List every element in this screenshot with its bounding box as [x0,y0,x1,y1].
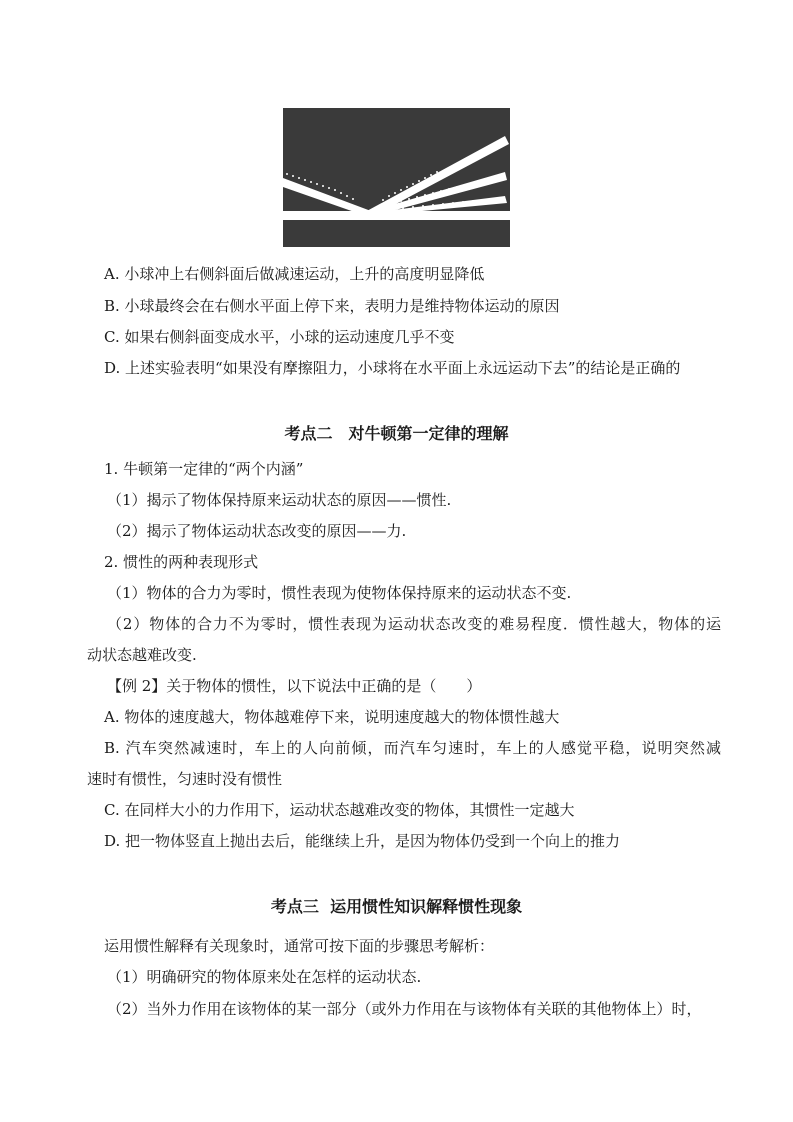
example2-option-b-line2: 速时有惯性，匀速时没有惯性 [87,770,283,788]
section2-item1: 1. 牛顿第一定律的“两个内涵” [104,460,304,478]
section3-intro: 运用惯性解释有关现象时，通常可按下面的步骤思考解析： [104,937,495,955]
section2-item1-b: （2）揭示了物体运动状态改变的原因——力. [107,522,407,540]
inclined-plane-figure [283,108,510,247]
example2-stem: 【例 2】关于物体的惯性，以下说法中正确的是（ ） [107,677,482,695]
q1-option-d: D. 上述实验表明“如果没有摩擦阻力，小球将在水平面上永远运动下去”的结论是正确的 [104,359,681,377]
section2-title: 考点二 对牛顿第一定律的理解 [284,424,509,443]
example2-option-d: D. 把一物体竖直上抛出去后，能继续上升，是因为物体仍受到一个向上的推力 [104,832,621,850]
section2-item2-b-line2: 动状态越难改变. [87,646,197,664]
section3-step2: （2）当外力作用在该物体的某一部分（或外力作用在与该物体有关联的其他物体上）时， [107,1000,702,1018]
example2-option-b-line1: B. 汽车突然减速时，车上的人向前倾，而汽车匀速时，车上的人感觉平稳，说明突然减 [104,739,721,757]
section2-item2: 2. 惯性的两种表现形式 [104,553,259,571]
section3-step1: （1）明确研究的物体原来处在怎样的运动状态. [107,968,422,986]
example2-option-c: C. 在同样大小的力作用下，运动状态越难改变的物体，其惯性一定越大 [104,801,575,819]
q1-option-b: B. 小球最终会在右侧水平面上停下来，表明力是维持物体运动的原因 [104,297,560,315]
q1-option-a: A. 小球冲上右侧斜面后做减速运动，上升的高度明显降低 [104,265,485,283]
section2-item1-a: （1）揭示了物体保持原来运动状态的原因——惯性. [107,491,452,509]
section2-item2-a: （1）物体的合力为零时，惯性表现为使物体保持原来的运动状态不变. [107,584,572,602]
section3-title: 考点三 运用惯性知识解释惯性现象 [270,897,523,916]
q1-option-c: C. 如果右侧斜面变成水平，小球的运动速度几乎不变 [104,328,455,346]
section2-item2-b-line1: （2）物体的合力不为零时，惯性表现为运动状态改变的难易程度．惯性越大，物体的运 [107,615,721,633]
example2-option-a: A. 物体的速度越大，物体越难停下来，说明速度越大的物体惯性越大 [104,708,560,726]
